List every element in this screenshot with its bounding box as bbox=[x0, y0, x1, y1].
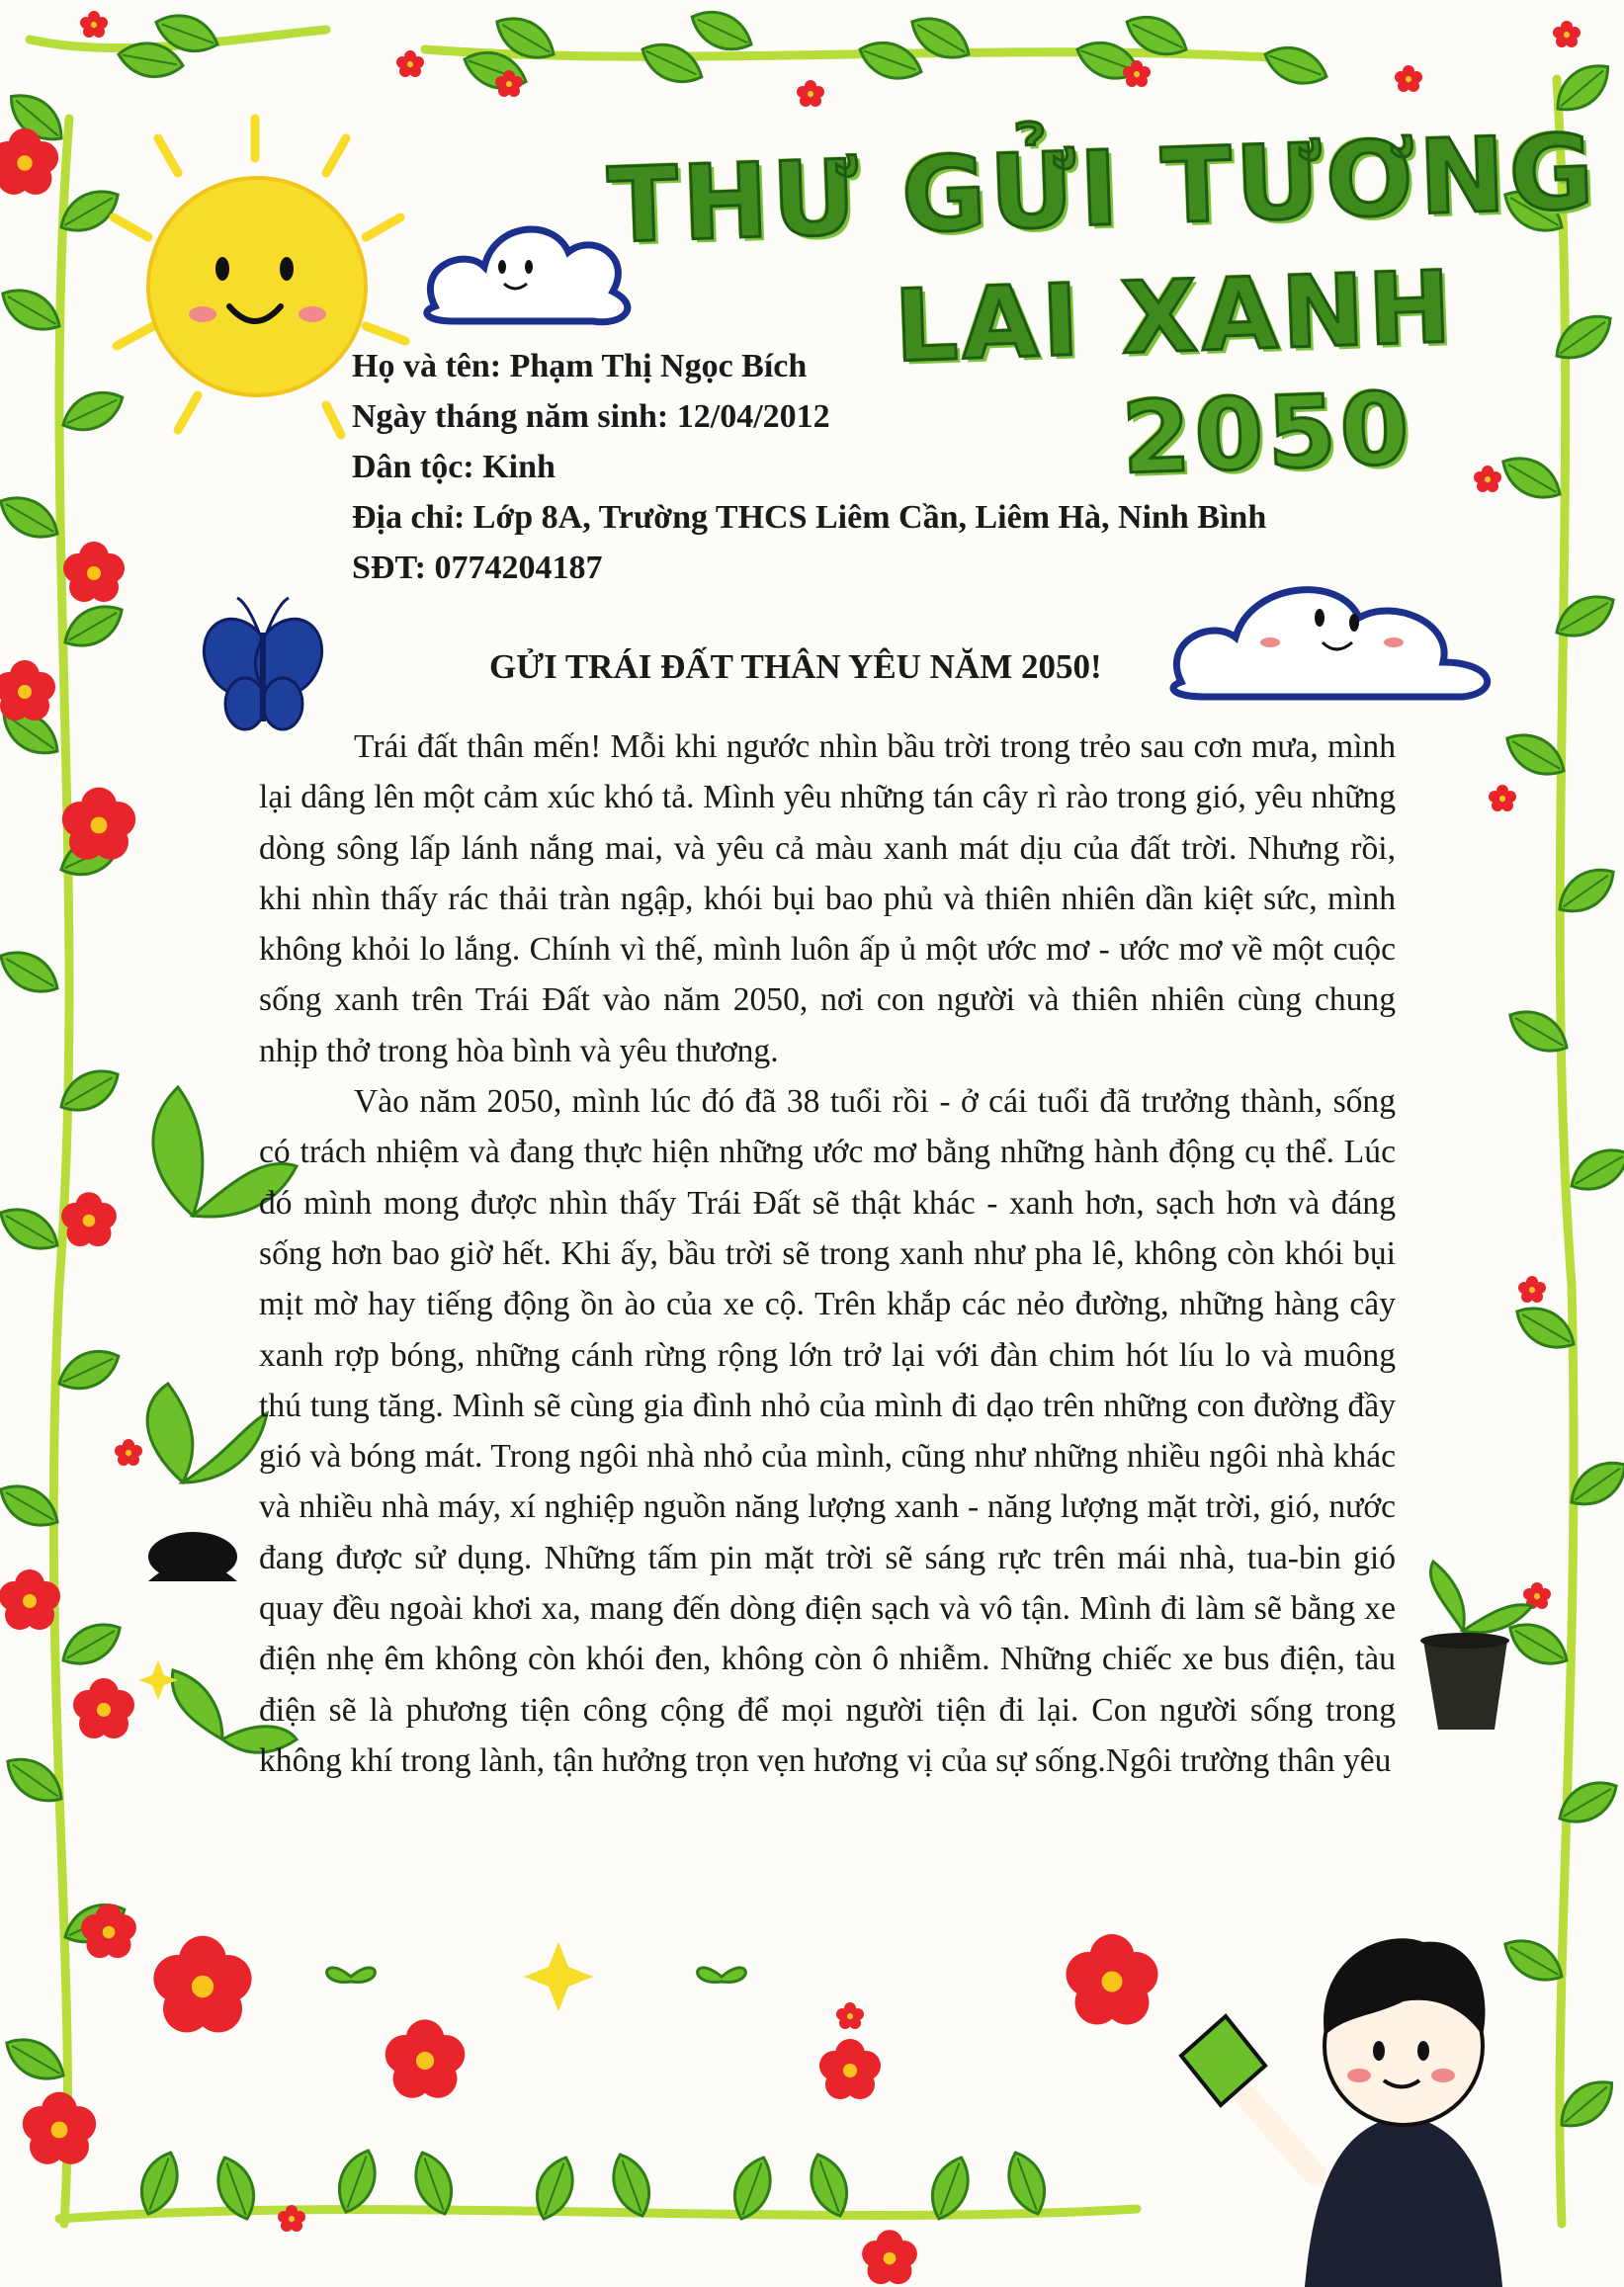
letter-greeting: GỬI TRÁI ĐẤT THÂN YÊU NĂM 2050! bbox=[489, 647, 1102, 686]
vine-bottom bbox=[59, 2209, 1137, 2219]
author-phone: SĐT: 0774204187 bbox=[352, 550, 603, 586]
author-dob: Ngày tháng năm sinh: 12/04/2012 bbox=[352, 398, 830, 435]
leaf-icons-top bbox=[116, 2, 1332, 97]
boy-character-icon bbox=[1181, 1938, 1502, 2287]
author-ethnicity: Dân tộc: Kinh bbox=[352, 449, 556, 485]
cloud-icon bbox=[1173, 590, 1488, 697]
title-line-1: THƯ GỬI TƯƠNG bbox=[606, 111, 1600, 267]
author-name: Họ và tên: Phạm Thị Ngọc Bích bbox=[352, 348, 808, 384]
title-year: 2050 bbox=[1120, 370, 1415, 497]
butterfly-icon bbox=[192, 598, 334, 729]
title-line-2: LAI XANH bbox=[893, 249, 1457, 384]
author-address: Địa chỉ: Lớp 8A, Trường THCS Liêm Cần, Liêm Hà, Ninh Bình bbox=[352, 499, 1267, 536]
paragraph: Vào năm 2050, mình lúc đó đã 38 tuổi rồi - ở cái tuổi đã trưởng thành, sống có trách nhiệm và đang thực hiện những ước mơ bằng những hành động cụ thể. Lúc đó mình mong được nhìn thấy Trái Đất sẽ thật khác - xanh hơn, sạch hơn và đáng sống hơn bao giờ hết. Khi ấy, bầu trời sẽ trong xanh như pha lê, không còn khói bụi mịt mờ hay tiếng động ồn ào của xe cộ. Trên khắp các nẻo đường, những hàng cây xanh rợp bóng, những cánh rừng rộng lớn trở lại với đàn chim hót líu lo và muông thú tung tăng. Mình sẽ cùng gia đình nhỏ của mình đi dạo trên những con đường đầy gió và bóng mát. Trong ngôi nhà nhỏ của mình, cũng như những nhiều ngôi nhà khác và nhiều nhà máy, xí nghiệp nguồn năng lượng xanh - năng lượng mặt trời, gió, nước đang được sử dụng. Những tấm pin mặt trời sẽ sáng rực trên mái nhà, tua-bin gió quay đều ngoài khơi xa, mang đến dòng điện sạch và vô tận. Mình đi làm sẽ bằng xe điện nhẹ êm không còn khói đen, không còn ô nhiễm. Những chiếc xe bus điện, tàu điện sẽ là phương tiện công cộng để mọi người tiện đi lại. Con người sống trong không khí trong lành, tận hưởng trọn vẹn hương vị của sự sống.Ngôi trường thân yêu bbox=[259, 1083, 1396, 1779]
cloud-icon bbox=[427, 229, 628, 322]
author-info bbox=[352, 341, 1266, 593]
letter-body bbox=[259, 721, 1396, 1786]
paragraph: Trái đất thân mến! Mỗi khi ngước nhìn bầu trời trong trẻo sau cơn mưa, mình lại dâng lên một cảm xúc khó tả. Mình yêu những tán cây rì rào trong gió, yêu những dòng sông lấp lánh nắng mai, và yêu cả màu xanh mát dịu của đất trời. Nhưng rồi, khi nhìn thấy rác thải tràn ngập, khói bụi bao phủ và thiên nhiên dần kiệt sức, mình không khỏi lo lắng. Chính vì thế, mình luôn ấp ủ một ước mơ - ước mơ về một cuộc sống xanh trên Trái Đất vào năm 2050, nơi con người và thiên nhiên cùng chung nhịp thở trong hòa bình và yêu thương. bbox=[259, 728, 1396, 1069]
